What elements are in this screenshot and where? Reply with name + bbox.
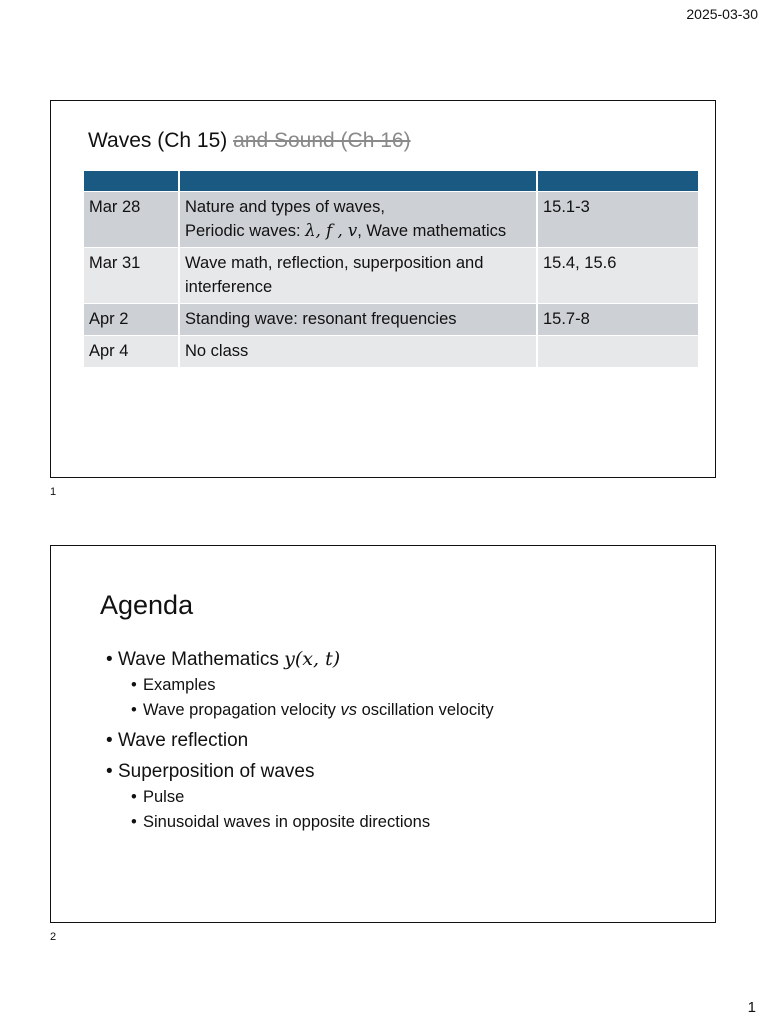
table-row bbox=[84, 192, 698, 248]
cell-sections: 15.1-3 bbox=[537, 192, 698, 248]
agenda-item bbox=[106, 728, 494, 754]
cell-topic: Standing wave: resonant frequencies bbox=[179, 304, 537, 336]
bullet-icon: • bbox=[131, 676, 137, 694]
bullet-icon: • bbox=[131, 701, 137, 719]
header-cell-topic bbox=[179, 171, 537, 192]
header-cell-sections bbox=[537, 171, 698, 192]
bullet-icon: • bbox=[106, 649, 113, 670]
cell-date: Mar 31 bbox=[84, 248, 179, 304]
title-main: Waves (Ch 15) bbox=[88, 129, 228, 152]
title-struck: and Sound (Ch 16) bbox=[233, 129, 411, 152]
cell-sections: 15.4, 15.6 bbox=[537, 248, 698, 304]
bullet-icon: • bbox=[131, 788, 137, 806]
subitem-vs: vs bbox=[340, 701, 357, 719]
math-expression: y(x, t) bbox=[284, 648, 341, 670]
page-number: 1 bbox=[747, 999, 756, 1016]
agenda-item bbox=[106, 759, 494, 835]
slide-2-number: 2 bbox=[50, 931, 57, 943]
topic-prefix: Periodic waves: bbox=[185, 222, 306, 240]
agenda-item-text: Superposition of waves bbox=[118, 761, 315, 782]
topic-line bbox=[185, 219, 531, 243]
agenda-subitem bbox=[131, 785, 494, 810]
subitem-suffix: oscillation velocity bbox=[357, 701, 494, 719]
header-cell-date bbox=[84, 171, 179, 192]
slide-1 bbox=[50, 100, 716, 478]
table-row bbox=[84, 336, 698, 368]
agenda-subitem-text: Pulse bbox=[143, 788, 185, 806]
cell-date: Mar 28 bbox=[84, 192, 179, 248]
agenda-list bbox=[106, 646, 494, 835]
slide-1-number: 1 bbox=[50, 486, 57, 498]
agenda-sublist bbox=[131, 785, 494, 835]
bullet-icon: • bbox=[106, 761, 113, 782]
slide-2 bbox=[50, 545, 716, 923]
agenda-subitem bbox=[131, 698, 494, 723]
bullet-icon: • bbox=[106, 730, 113, 751]
math-symbols: λ, f , v bbox=[305, 221, 358, 240]
bullet-icon: • bbox=[131, 813, 137, 831]
agenda-subitem bbox=[131, 673, 494, 698]
table-row bbox=[84, 248, 698, 304]
agenda-sublist bbox=[131, 673, 494, 723]
agenda-subitem-text: Sinusoidal waves in opposite directions bbox=[143, 813, 431, 831]
table-header-row bbox=[84, 171, 698, 192]
cell-sections: 15.7-8 bbox=[537, 304, 698, 336]
agenda-item bbox=[106, 646, 494, 723]
slide-1-title bbox=[88, 129, 411, 153]
agenda-item-text: Wave Mathematics bbox=[118, 649, 285, 670]
cell-date: Apr 4 bbox=[84, 336, 179, 368]
slide-2-title: Agenda bbox=[100, 590, 194, 620]
table-row bbox=[84, 304, 698, 336]
cell-sections bbox=[537, 336, 698, 368]
subitem-prefix: Wave propagation velocity bbox=[143, 701, 341, 719]
agenda-subitem bbox=[131, 810, 494, 835]
topic-line: Nature and types of waves, bbox=[185, 198, 385, 216]
topic-suffix: , Wave mathematics bbox=[357, 222, 507, 240]
agenda-item-text: Wave reflection bbox=[118, 730, 249, 751]
agenda-subitem-text: Examples bbox=[143, 676, 216, 694]
cell-date: Apr 2 bbox=[84, 304, 179, 336]
cell-topic bbox=[179, 192, 537, 248]
print-date: 2025-03-30 bbox=[686, 6, 758, 22]
cell-topic: Wave math, reflection, superposition and interference bbox=[179, 248, 537, 304]
schedule-table bbox=[84, 171, 698, 367]
cell-topic: No class bbox=[179, 336, 537, 368]
